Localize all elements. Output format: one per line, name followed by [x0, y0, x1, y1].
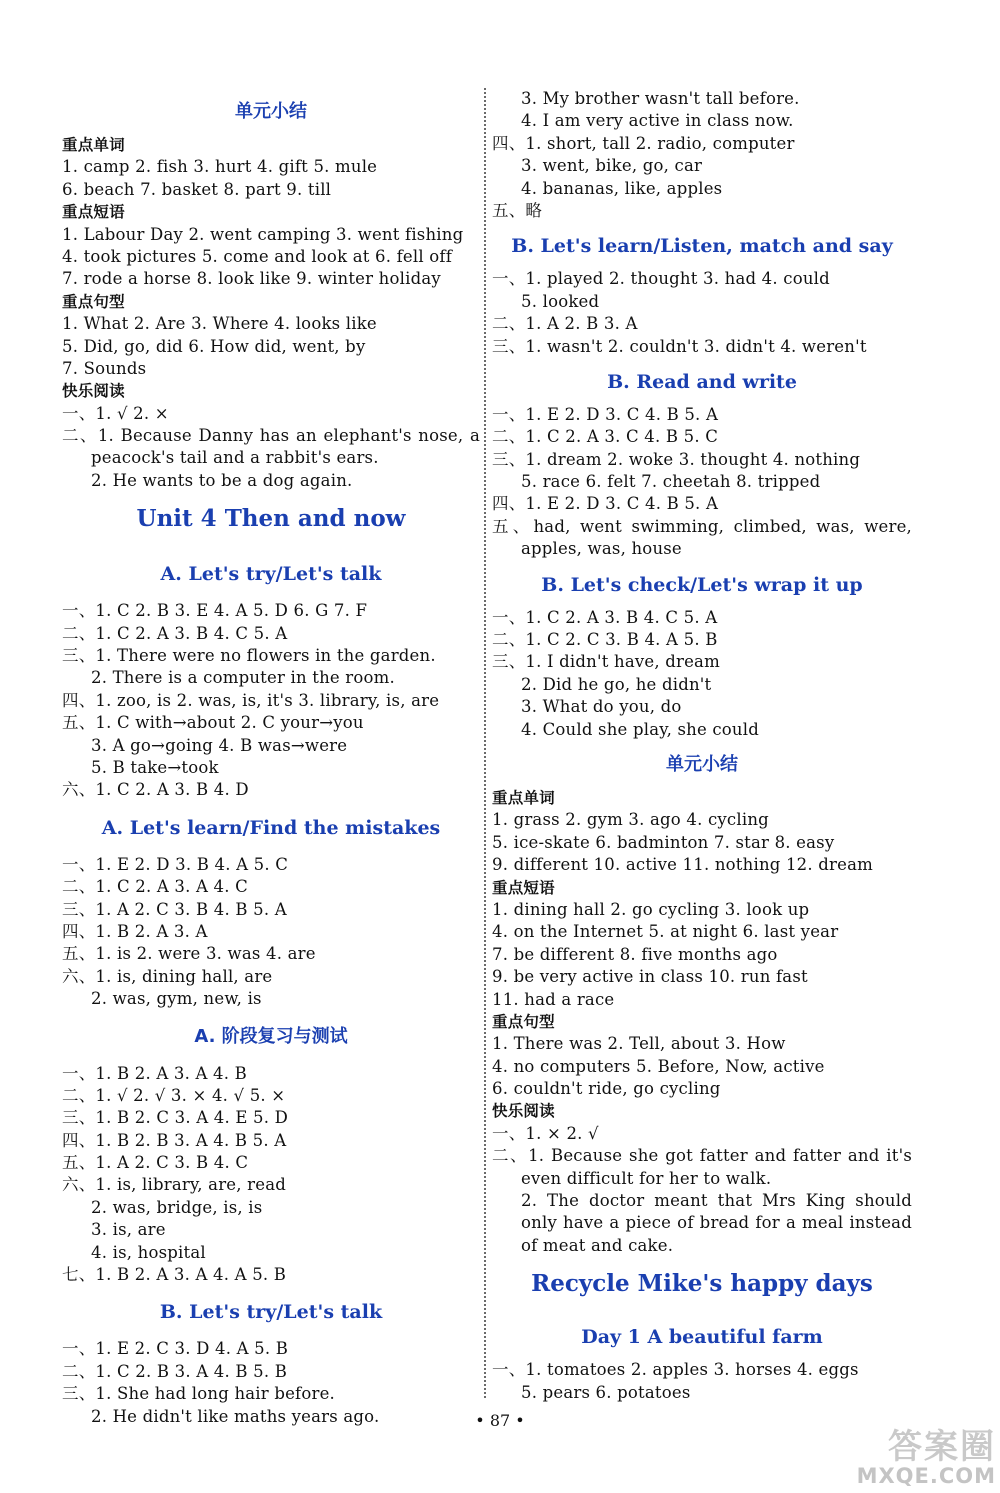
- answer-line: 二、1. Because Danny has an elephant's nose, a: [62, 426, 480, 446]
- answer-line: 5. Did, go, did 6. How did, went, by: [62, 336, 366, 356]
- answer-line: 一、1. B 2. A 3. A 4. B: [62, 1063, 247, 1083]
- answer-line: 1. There was 2. Tell, about 3. How: [492, 1034, 786, 1054]
- answer-line: 4. is, hospital: [91, 1242, 206, 1262]
- answer-line: 2. He wants to be a dog again.: [91, 470, 353, 490]
- answer-line: 4. Could she play, she could: [521, 719, 760, 739]
- answer-line: 二、1. C 2. A 3. A 4. C: [62, 877, 248, 897]
- answer-line: 四、1. zoo, is 2. was, is, it's 3. library, is, are: [62, 690, 440, 710]
- answer-line: of meat and cake.: [521, 1235, 674, 1255]
- answer-line: 五、had, went swimming, climbed, was, were,: [492, 516, 912, 536]
- right-column: [492, 88, 912, 1404]
- answer-line: 1. What 2. Are 3. Where 4. looks like: [62, 314, 377, 334]
- answer-line: 1. Labour Day 2. went camping 3. went fishing: [62, 224, 464, 244]
- subsection-label: 重点句型: [492, 1012, 555, 1031]
- answer-line: 一、1. played 2. thought 3. had 4. could: [492, 269, 830, 289]
- answer-line: 9. different 10. active 11. nothing 12. dream: [492, 855, 873, 875]
- answer-line: only have a piece of bread for a meal instead: [521, 1213, 912, 1233]
- answer-line: 7. rode a horse 8. look like 9. winter holiday: [62, 269, 441, 289]
- answer-line: 5. race 6. felt 7. cheetah 8. tripped: [521, 472, 821, 492]
- answer-line: 4. on the Internet 5. at night 6. last year: [492, 922, 839, 942]
- answer-line: 1. dining hall 2. go cycling 3. look up: [492, 899, 810, 919]
- answer-line: 一、1. × 2. √: [492, 1123, 599, 1143]
- subsection-label: 重点单词: [492, 788, 555, 807]
- section-heading: A. Let's try/Let's talk: [160, 563, 382, 586]
- answer-line: 2. Did he go, he didn't: [521, 674, 712, 694]
- answer-line: 7. Sounds: [62, 358, 147, 378]
- answer-line: 一、1. √ 2. ×: [62, 403, 169, 423]
- answer-line: 六、1. is, library, are, read: [62, 1175, 287, 1195]
- answer-line: 5. looked: [521, 291, 600, 311]
- answer-line: 3. is, are: [91, 1220, 166, 1240]
- answer-line: 11. had a race: [492, 989, 615, 1009]
- section-heading: A. Let's learn/Find the mistakes: [101, 816, 441, 839]
- answer-line: 三、1. There were no flowers in the garden.: [62, 646, 436, 666]
- section-heading: B. Let's try/Let's talk: [159, 1301, 383, 1324]
- answer-line: 9. be very active in class 10. run fast: [492, 967, 808, 987]
- answer-line: 2. There is a computer in the room.: [91, 668, 395, 688]
- section-heading: A. 阶段复习与测试: [194, 1025, 348, 1047]
- answer-line: 5. ice-skate 6. badminton 7. star 8. easy: [492, 832, 835, 852]
- subsection-label: 重点短语: [62, 203, 125, 222]
- answer-line: 3. What do you, do: [521, 697, 682, 717]
- answer-line: 一、1. C 2. B 3. E 4. A 5. D 6. G 7. F: [62, 601, 368, 621]
- answer-line: 2. He didn't like maths years ago.: [91, 1406, 380, 1426]
- page-number: • 87 •: [475, 1411, 525, 1430]
- section-heading: 单元小结: [235, 101, 307, 122]
- answer-line: 5. B take→took: [91, 757, 219, 777]
- answer-line: 3. went, bike, go, car: [521, 156, 703, 176]
- answer-line: 2. The doctor meant that Mrs King should: [521, 1191, 912, 1211]
- subsection-label: 重点短语: [492, 878, 555, 897]
- answer-line: 2. was, gym, new, is: [91, 989, 262, 1009]
- answer-line: 5. pears 6. potatoes: [521, 1382, 691, 1402]
- answer-line: 二、1. Because she got fatter and fatter and it's: [492, 1146, 912, 1166]
- answer-line: 4. I am very active in class now.: [521, 111, 794, 131]
- answer-line: 三、1. I didn't have, dream: [492, 652, 720, 672]
- answer-line: 一、1. E 2. C 3. D 4. A 5. B: [62, 1339, 289, 1359]
- section-heading: Unit 4 Then and now: [136, 505, 406, 533]
- answer-line: 一、1. tomatoes 2. apples 3. horses 4. eggs: [492, 1360, 859, 1380]
- answer-line: 1. camp 2. fish 3. hurt 4. gift 5. mule: [62, 157, 378, 177]
- answer-line: 五、1. is 2. were 3. was 4. are: [62, 944, 316, 964]
- answer-line: 二、1. A 2. B 3. A: [492, 314, 638, 334]
- answer-line: 二、1. C 2. C 3. B 4. A 5. B: [492, 630, 718, 650]
- subsection-label: 快乐阅读: [492, 1102, 555, 1121]
- answer-line: 二、1. C 2. A 3. C 4. B 5. C: [492, 427, 719, 447]
- answer-line: 三、1. She had long hair before.: [62, 1384, 335, 1404]
- watermark-site-text: MXQE.COM: [856, 1464, 996, 1488]
- answer-line: 4. no computers 5. Before, Now, active: [492, 1056, 825, 1076]
- watermark: [836, 1428, 996, 1490]
- answer-line: 三、1. B 2. C 3. A 4. E 5. D: [62, 1108, 289, 1128]
- answer-line: 七、1. B 2. A 3. A 4. A 5. B: [62, 1265, 287, 1285]
- answer-line: 二、1. √ 2. √ 3. × 4. √ 5. ×: [62, 1085, 286, 1105]
- left-column: [62, 88, 480, 1428]
- answer-line: 3. My brother wasn't tall before.: [521, 89, 800, 108]
- answer-line: 六、1. C 2. A 3. B 4. D: [62, 780, 249, 800]
- answer-line: 7. be different 8. five months ago: [492, 944, 778, 964]
- section-heading: B. Read and write: [607, 370, 797, 393]
- answer-line: 三、1. dream 2. woke 3. thought 4. nothing: [492, 449, 861, 469]
- answer-line: 二、1. C 2. A 3. B 4. C 5. A: [62, 623, 288, 643]
- answer-line: 三、1. A 2. C 3. B 4. B 5. A: [62, 899, 287, 919]
- section-heading: Day 1 A beautiful farm: [581, 1326, 823, 1349]
- column-divider: [484, 88, 486, 1398]
- answer-line: 四、1. E 2. D 3. C 4. B 5. A: [492, 494, 719, 514]
- answer-line: 四、1. B 2. A 3. A: [62, 921, 208, 941]
- section-heading: Recycle Mike's happy days: [531, 1270, 873, 1298]
- section-heading: B. Let's check/Let's wrap it up: [541, 573, 863, 596]
- answer-line: 二、1. C 2. B 3. A 4. B 5. B: [62, 1361, 288, 1381]
- answer-line: 五、略: [492, 200, 543, 220]
- answer-line: 1. grass 2. gym 3. ago 4. cycling: [492, 810, 769, 830]
- answer-line: 3. A go→going 4. B was→were: [91, 735, 348, 755]
- answer-line: 一、1. C 2. A 3. B 4. C 5. A: [492, 607, 718, 627]
- answer-line: even difficult for her to walk.: [521, 1168, 772, 1188]
- answer-line: 四、1. B 2. B 3. A 4. B 5. A: [62, 1130, 287, 1150]
- answer-line: 五、1. C with→about 2. C your→you: [62, 713, 364, 733]
- answer-line: 6. beach 7. basket 8. part 9. till: [62, 179, 332, 199]
- subsection-label: 快乐阅读: [62, 382, 125, 401]
- answer-line: apples, was, house: [521, 539, 682, 559]
- answer-line: 三、1. wasn't 2. couldn't 3. didn't 4. weren't: [492, 336, 867, 356]
- answer-line: 一、1. E 2. D 3. C 4. B 5. A: [492, 404, 719, 424]
- answer-line: 四、1. short, tall 2. radio, computer: [492, 133, 795, 153]
- answer-line: 一、1. E 2. D 3. B 4. A 5. C: [62, 854, 289, 874]
- answer-line: 6. couldn't ride, go cycling: [492, 1079, 721, 1099]
- answer-line: 五、1. A 2. C 3. B 4. C: [62, 1153, 249, 1173]
- answer-line: 4. bananas, like, apples: [521, 178, 723, 198]
- answer-line: 2. was, bridge, is, is: [91, 1197, 263, 1217]
- section-heading: 单元小结: [666, 753, 738, 775]
- subsection-label: 重点单词: [62, 136, 125, 154]
- section-heading: B. Let's learn/Listen, match and say: [511, 235, 893, 258]
- answer-line: peacock's tail and a rabbit's ears.: [91, 448, 379, 468]
- watermark-logo-text: 答案圈: [888, 1427, 996, 1467]
- subsection-label: 重点句型: [62, 292, 125, 311]
- answer-line: 4. took pictures 5. come and look at 6. fell off: [62, 246, 453, 266]
- answer-line: 六、1. is, dining hall, are: [62, 966, 273, 986]
